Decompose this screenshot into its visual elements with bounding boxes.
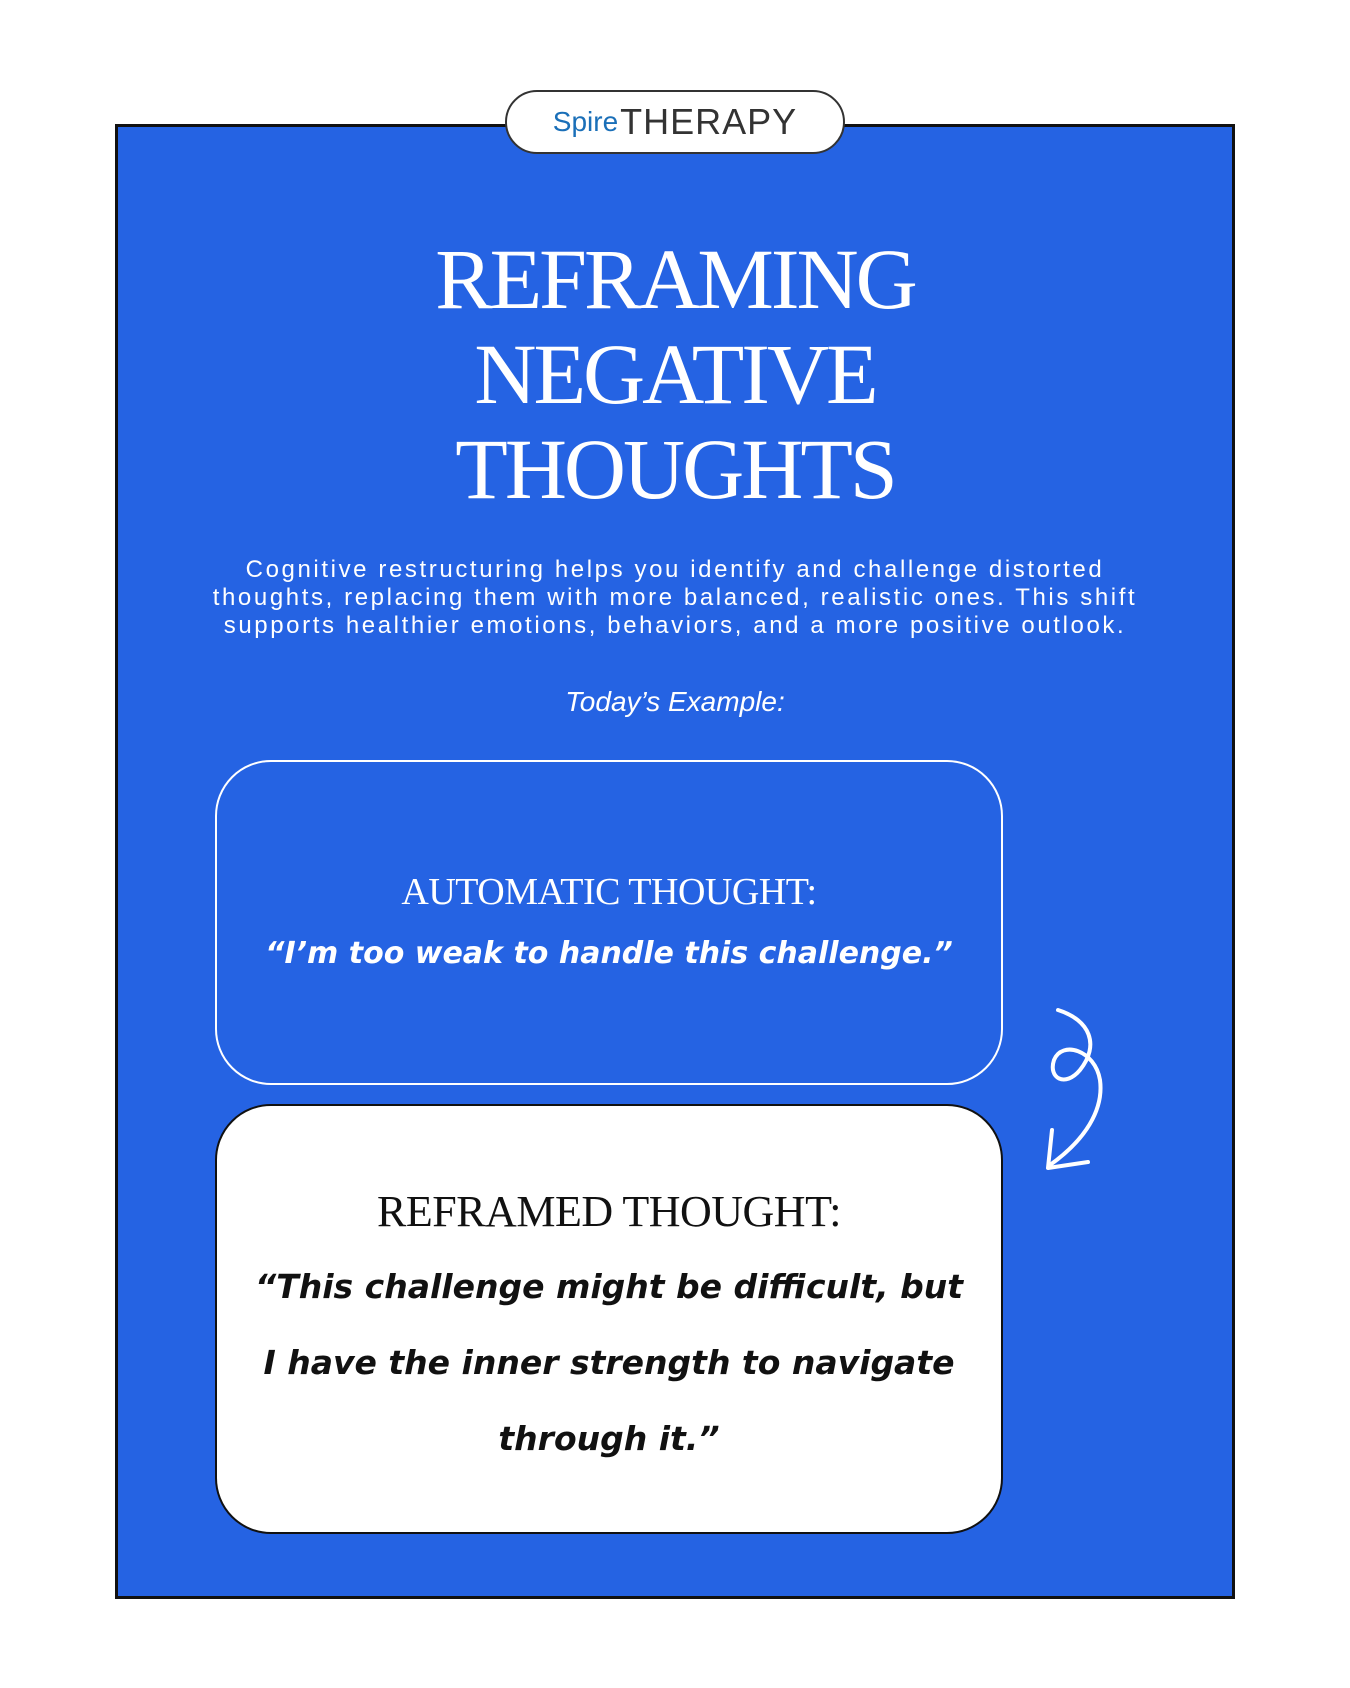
- reframed-thought-heading: REFRAMED THOUGHT:: [377, 1187, 841, 1236]
- description-line-3: supports healthier emotions, behaviors, and a more positive outlook.: [223, 612, 1127, 639]
- brand-name-spire: Spire: [552, 106, 619, 137]
- reframed-quote-line-3: through it.”: [498, 1419, 720, 1458]
- curly-arrow-icon: [1040, 1000, 1130, 1180]
- example-label: Today’s Example:: [565, 686, 785, 717]
- automatic-thought-quote: “I’m too weak to handle this challenge.”: [265, 936, 953, 971]
- reframed-quote-line-1: “This challenge might be difficult, but: [254, 1267, 964, 1306]
- page-title: [115, 232, 1235, 517]
- automatic-thought-heading: AUTOMATIC THOUGHT:: [401, 871, 817, 913]
- description-line-1: Cognitive restructuring helps you identify and challenge distorted: [245, 556, 1105, 583]
- title-line-1: REFRAMING: [435, 231, 915, 327]
- reframed-thought-quote: [217, 1249, 1001, 1477]
- title-line-2: NEGATIVE: [474, 326, 876, 422]
- brand-name-therapy: THERAPY: [620, 101, 798, 142]
- brand-logo: [505, 90, 845, 154]
- reframed-quote-line-2: I have the inner strength to navigate: [263, 1343, 955, 1382]
- title-line-3: THOUGHTS: [455, 421, 895, 517]
- automatic-thought-card: [215, 760, 1003, 1085]
- description-line-2: thoughts, replacing them with more balanced, realistic ones. This shift: [212, 584, 1138, 611]
- reframed-thought-card: [215, 1104, 1003, 1534]
- description-text: [170, 556, 1180, 640]
